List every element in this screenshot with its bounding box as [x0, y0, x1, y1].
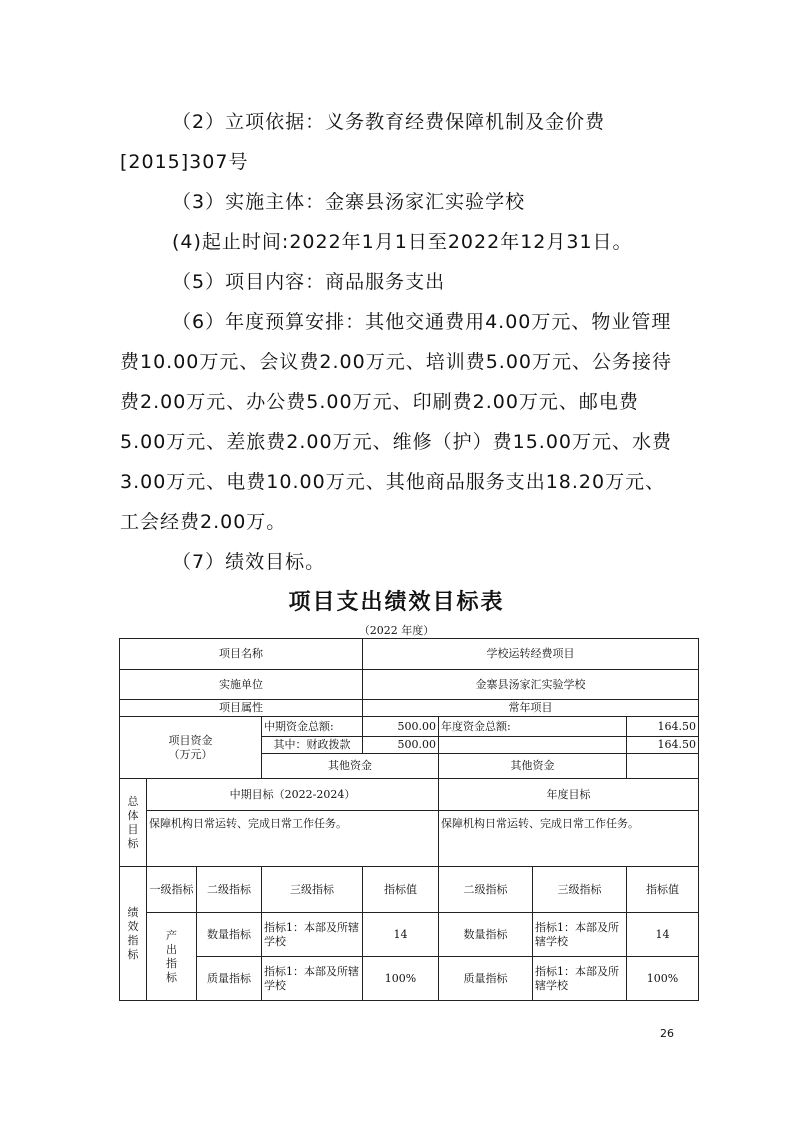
attr-value: 常年项目: [363, 700, 699, 717]
year-total-value: 164.50: [627, 717, 699, 737]
row-fund-total: [120, 717, 699, 737]
fiscal-mid-value: 500.00: [363, 737, 439, 754]
row-attr: [120, 700, 699, 717]
year-goal-header: 年度目标: [439, 779, 699, 811]
value-mid: 100%: [363, 957, 439, 1001]
output-indicator-label: 产 出 指 标: [147, 913, 197, 1001]
level3-mid: 指标1：本部及所辖学校: [262, 957, 363, 1001]
col-level2-mid: 二级指标: [197, 867, 262, 913]
col-level2-year: 二级指标: [439, 867, 533, 913]
paragraph-goals: （7）绩效目标。: [172, 551, 326, 573]
row-indicator-header: [120, 867, 699, 913]
col-value-mid: 指标值: [363, 867, 439, 913]
performance-indicator-label: 绩 效 指 标: [120, 867, 147, 1001]
unit-value: 金寨县汤家汇实验学校: [363, 670, 699, 700]
year-total-label: 年度资金总额:: [439, 717, 627, 737]
mid-goal-text: 保障机构日常运转、完成日常工作任务。: [147, 811, 439, 867]
year-goal-text: 保障机构日常运转、完成日常工作任务。: [439, 811, 699, 867]
other-fund-year-value: [627, 754, 699, 779]
level3-year: 指标1：本部及所辖学校: [533, 957, 627, 1001]
fiscal-year-blank: [439, 737, 627, 754]
level2-mid: 数量指标: [197, 913, 262, 957]
level3-year: 指标1：本部及所辖学校: [533, 913, 627, 957]
row-overall-header: [120, 779, 699, 811]
row-project-name: [120, 639, 699, 670]
unit-label: 实施单位: [120, 670, 363, 700]
other-fund-mid-label: 其他资金: [262, 754, 439, 779]
row-unit: [120, 670, 699, 700]
table-title: 项目支出绩效目标表: [288, 590, 505, 615]
row-overall-text: [120, 811, 699, 867]
project-name-label: 项目名称: [120, 639, 363, 670]
fund-label-line1: 项目资金: [168, 733, 213, 747]
performance-table: [119, 638, 699, 1001]
col-level3-mid: 三级指标: [262, 867, 363, 913]
fund-label-line2: （万元）: [168, 747, 213, 761]
value-year: 100%: [627, 957, 699, 1001]
fund-label: [120, 717, 262, 779]
col-level3-year: 三级指标: [533, 867, 627, 913]
paragraph-period: (4)起止时间:2022年1月1日至2022年12月31日。: [172, 231, 633, 253]
other-fund-year-label: 其他资金: [439, 754, 627, 779]
fiscal-year-value: 164.50: [627, 737, 699, 754]
level2-year: 质量指标: [439, 957, 533, 1001]
fiscal-label: 其中：财政拨款: [262, 737, 363, 754]
mid-total-value: 500.00: [363, 717, 439, 737]
col-level1: 一级指标: [147, 867, 197, 913]
table-row: [120, 957, 699, 1001]
col-value-year: 指标值: [627, 867, 699, 913]
project-name-value: 学校运转经费项目: [363, 639, 699, 670]
mid-total-label: 中期资金总额:: [262, 717, 363, 737]
level3-mid: 指标1：本部及所辖学校: [262, 913, 363, 957]
paragraph-implementer: （3）实施主体：金寨县汤家汇实验学校: [172, 191, 526, 213]
level2-year: 数量指标: [439, 913, 533, 957]
paragraph-content: （5）项目内容：商品服务支出: [172, 271, 446, 293]
value-year: 14: [627, 913, 699, 957]
value-mid: 14: [363, 913, 439, 957]
attr-label: 项目属性: [120, 700, 363, 717]
table-year: （2022 年度）: [358, 624, 435, 637]
paragraph-budget: （6）年度预算安排：其他交通费用4.00万元、物业管理费10.00万元、会议费2.00万元、培训费5.00万元、公务接待费2.00万元、办公费5.00万元、印刷费2.00万元、邮电费5.00万元、差旅费2.00万元、维修（护）费15.00万元、水费3.00万元、电费10.00万元、其他商品服务支出18.20万元、工会经费2.00万。: [120, 311, 673, 533]
paragraph-basis: （2）立项依据：义务教育经费保障机制及金价费[2015]307号: [120, 111, 606, 173]
page-number: 26: [660, 1027, 674, 1040]
mid-goal-header: 中期目标（2022-2024）: [147, 779, 439, 811]
overall-goal-label: 总 体 目 标: [120, 779, 147, 867]
level2-mid: 质量指标: [197, 957, 262, 1001]
table-row: [120, 913, 699, 957]
